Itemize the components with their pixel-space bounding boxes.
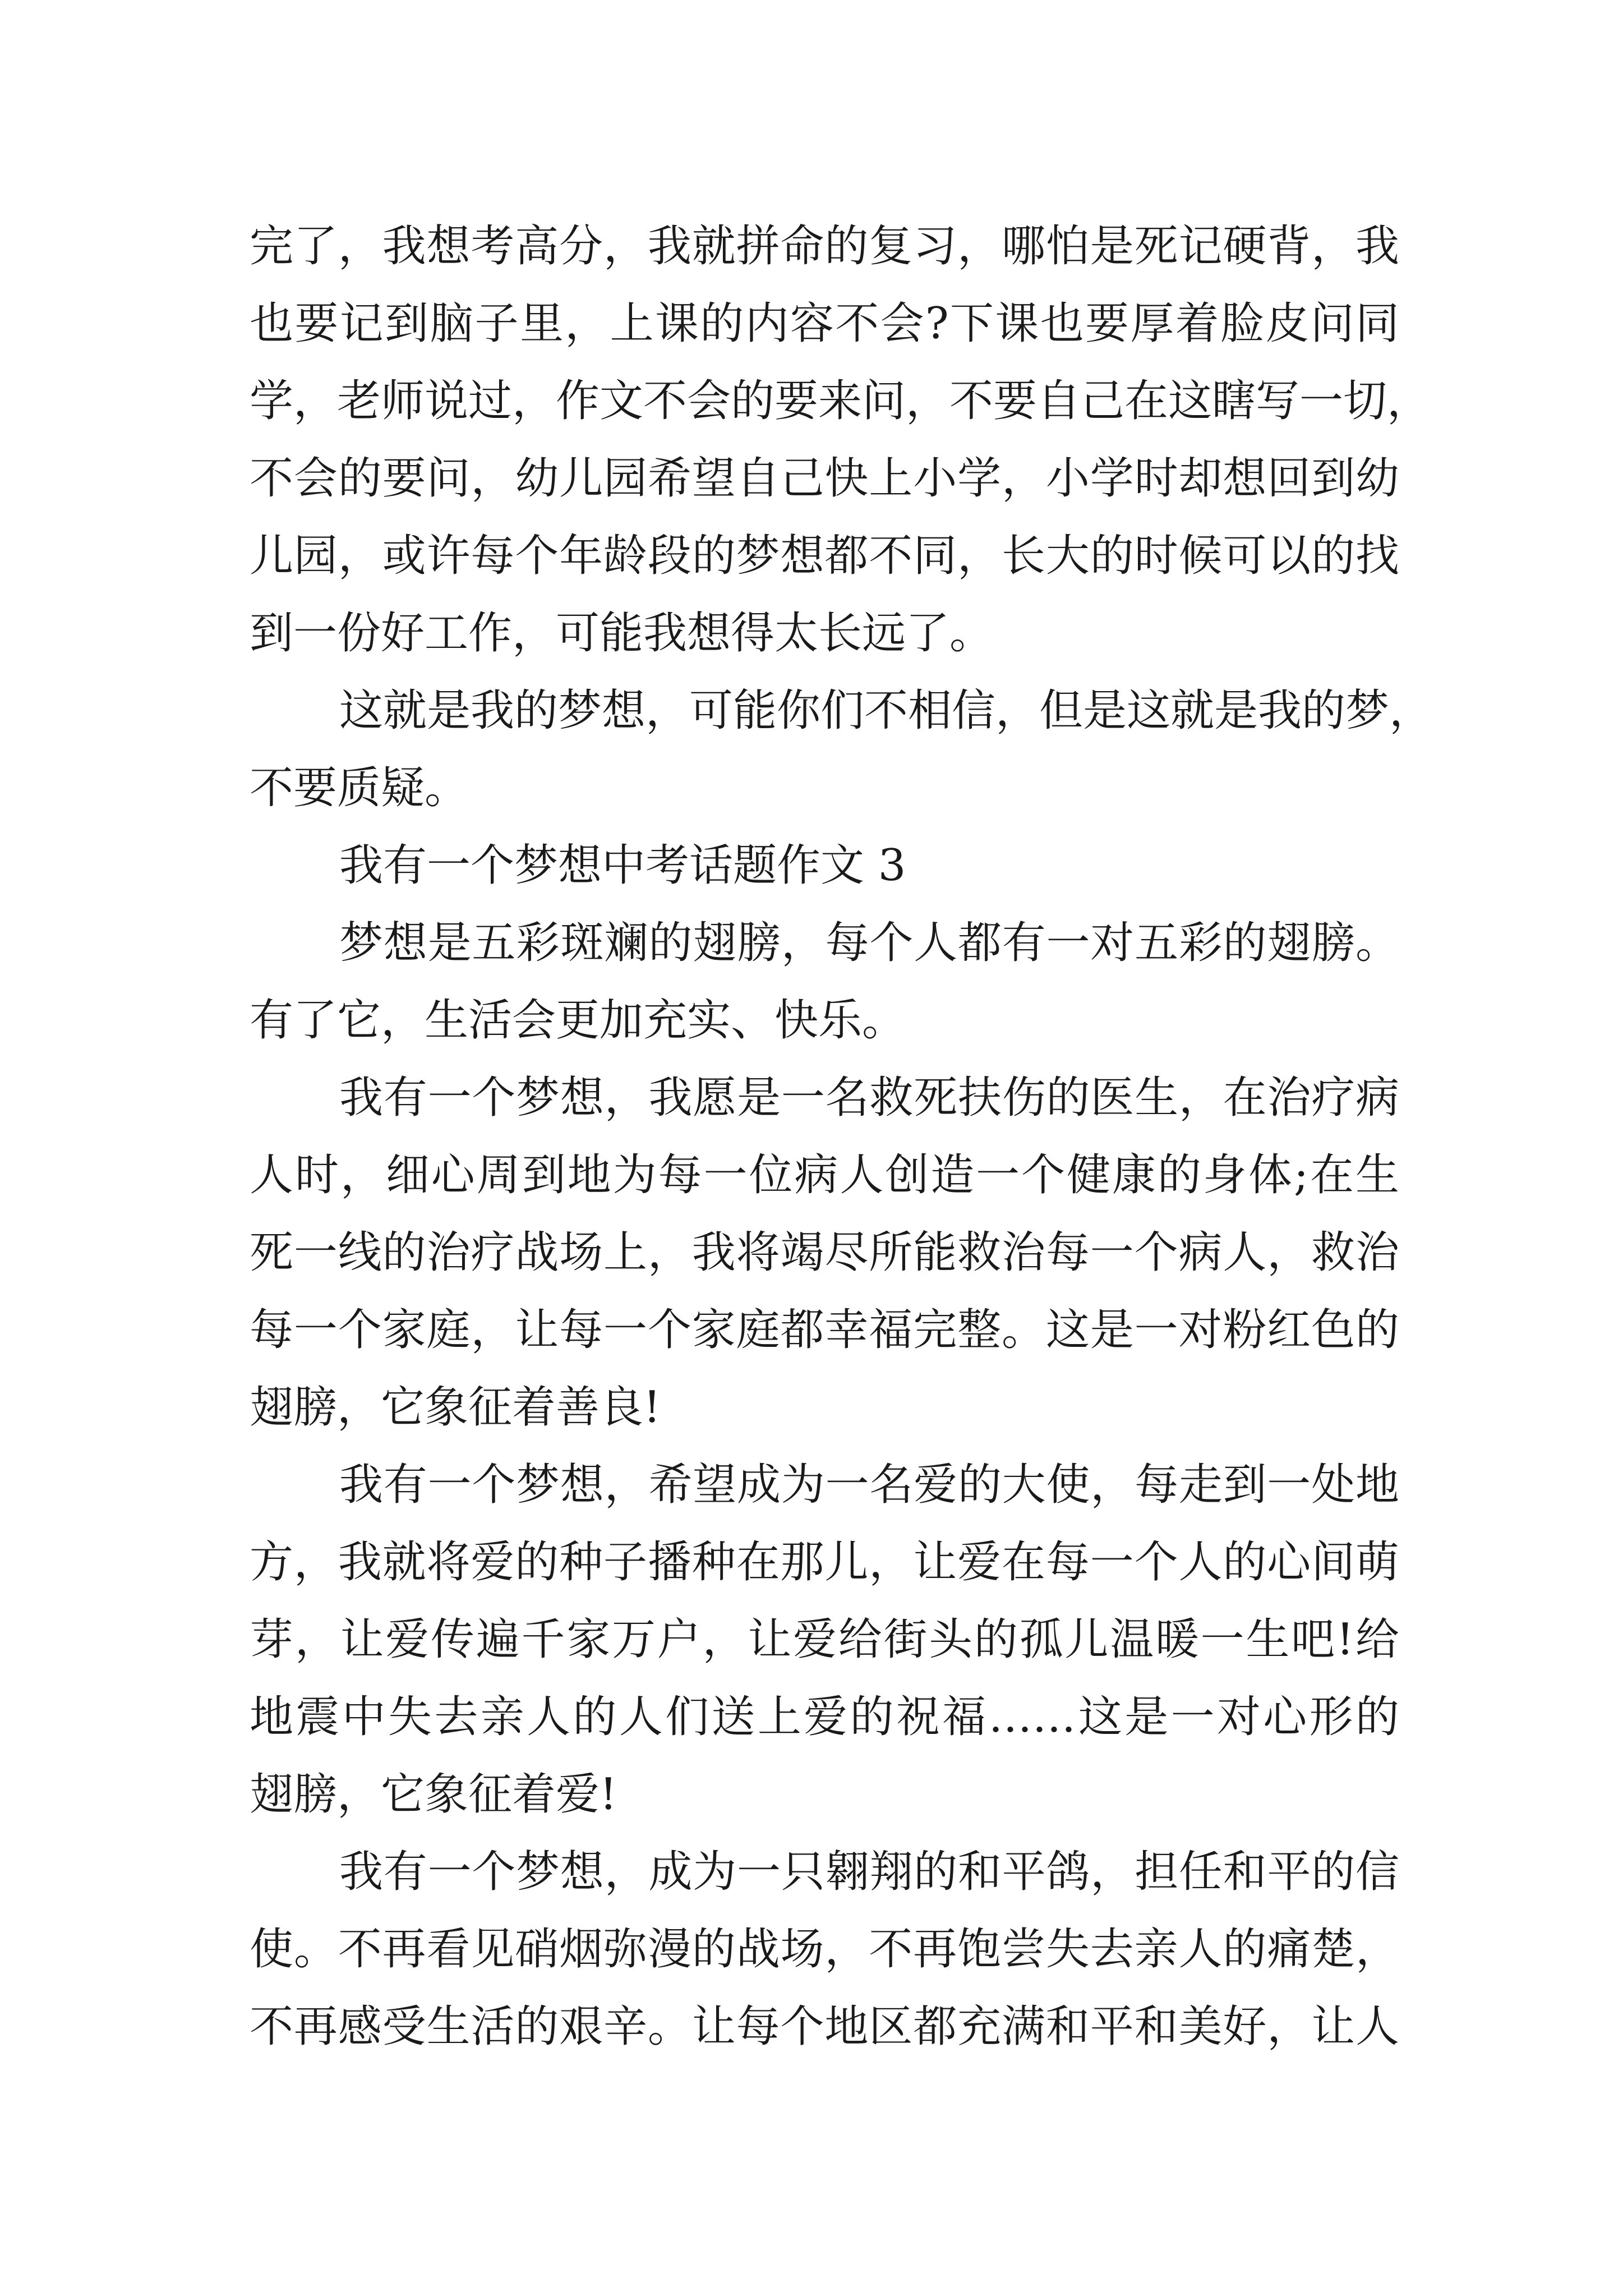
- text-line: 梦想是五彩斑斓的翅膀，每个人都有一对五彩的翅膀。: [339, 918, 1399, 968]
- text-line: 我有一个梦想中考话题作文 3: [339, 840, 906, 891]
- text-line: 完了，我想考高分，我就拼命的复习，哪怕是死记硬背，我: [250, 221, 1399, 272]
- text-line: 有了它，生活会更加充实、快乐。: [250, 995, 906, 1046]
- text-line: 人时，细心周到地为每一位病人创造一个健康的身体;在生: [250, 1150, 1399, 1200]
- text-line: 我有一个梦想，希望成为一名爱的大使，每走到一处地: [339, 1460, 1399, 1510]
- text-line: 也要记到脑子里，上课的内容不会?下课也要厚着脸皮问同: [250, 298, 1399, 349]
- text-line: 儿园，或许每个年龄段的梦想都不同，长大的时候可以的找: [250, 531, 1399, 581]
- text-line: 我有一个梦想，我愿是一名救死扶伤的医生，在治疗病: [339, 1073, 1399, 1123]
- text-line: 我有一个梦想，成为一只翱翔的和平鸽，担任和平的信: [339, 1847, 1399, 1897]
- text-line: 不要质疑。: [250, 763, 469, 813]
- text-line: 使。不再看见硝烟弥漫的战场，不再饱尝失去亲人的痛楚，: [250, 1924, 1399, 1975]
- text-line: 每一个家庭，让每一个家庭都幸福完整。这是一对粉红色的: [250, 1305, 1399, 1355]
- text-line: 翅膀，它象征着善良!: [250, 1382, 661, 1433]
- text-line: 芽，让爱传遍千家万户，让爱给街头的孤儿温暖一生吧!给: [250, 1614, 1399, 1665]
- text-line: 到一份好工作，可能我想得太长远了。: [250, 608, 994, 659]
- text-line: 死一线的治疗战场上，我将竭尽所能救治每一个病人，救治: [250, 1227, 1399, 1278]
- text-line: 学，老师说过，作文不会的要来问，不要自己在这瞎写一切，: [250, 376, 1431, 426]
- text-line: 不再感受生活的艰辛。让每个地区都充满和平和美好，让人: [250, 2001, 1399, 2052]
- text-line: 这就是我的梦想，可能你们不相信，但是这就是我的梦，: [339, 685, 1433, 736]
- text-line: 翅膀，它象征着爱!: [250, 1769, 617, 1820]
- text-line: 不会的要问，幼儿园希望自己快上小学，小学时却想回到幼: [250, 453, 1399, 504]
- essay-body: [250, 208, 1433, 2065]
- text-line: 地震中失去亲人的人们送上爱的祝福……这是一对心形的: [250, 1692, 1399, 1742]
- text-line: 方，我就将爱的种子播种在那儿，让爱在每一个人的心间萌: [250, 1537, 1399, 1588]
